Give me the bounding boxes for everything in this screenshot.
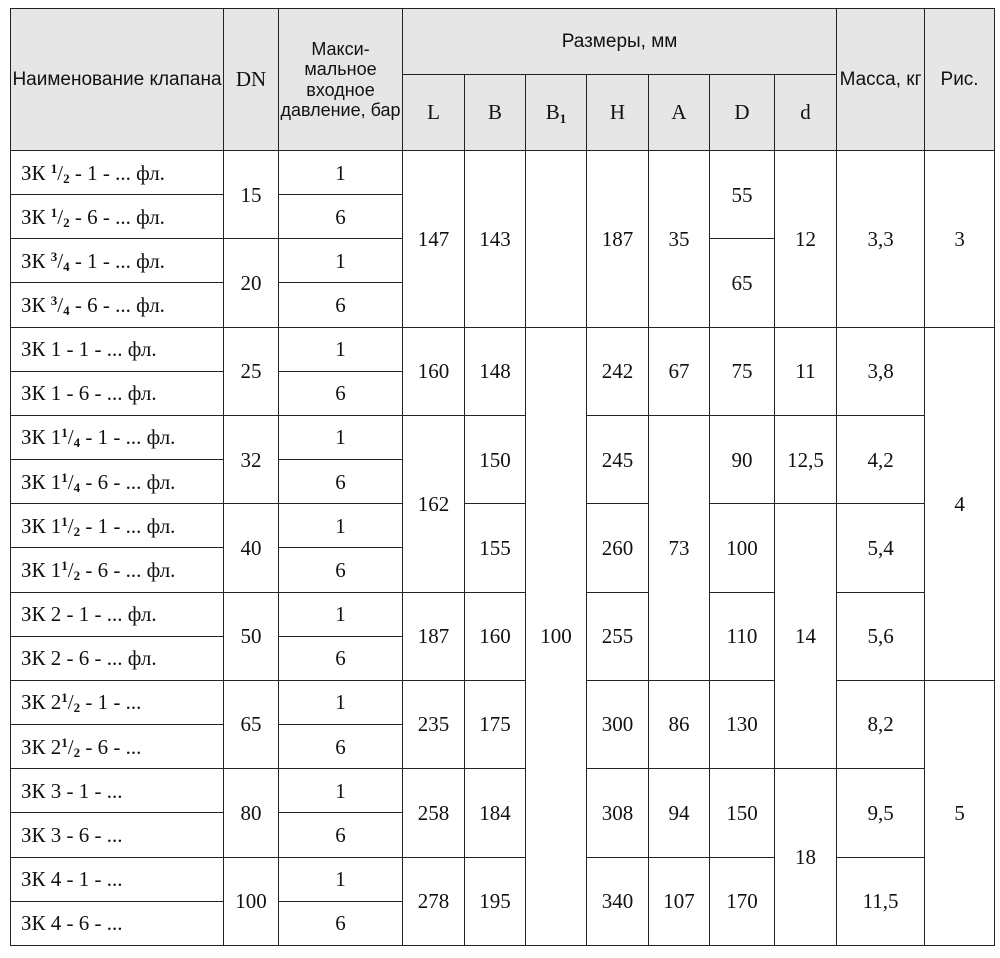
d-cell: 18: [775, 769, 837, 946]
mass-cell: 4,2: [837, 415, 925, 503]
valve-name-prefix: ЗК: [21, 160, 51, 185]
d-cell: 170: [710, 857, 775, 946]
b1-cell: [526, 151, 587, 328]
l-cell: 278: [403, 857, 465, 946]
mass-cell: 5,6: [837, 592, 925, 680]
header-max-pressure: Макси- мальное входное давление, бар: [279, 9, 403, 151]
a-cell: 73: [649, 415, 710, 680]
valve-name-suffix: - 6 - ... фл.: [69, 292, 165, 317]
table-row: [11, 857, 995, 901]
b1-cell: 100: [526, 327, 587, 945]
h-cell: 308: [587, 769, 649, 857]
d-cell: 65: [710, 239, 775, 327]
valve-name-prefix: ЗК 1: [21, 469, 62, 494]
l-cell: 147: [403, 151, 465, 328]
header-H: H: [587, 75, 649, 151]
valve-name-cell: [11, 769, 224, 813]
fraction-slash: /: [67, 469, 74, 494]
d-cell: 75: [710, 327, 775, 415]
fraction-slash: /: [67, 557, 74, 582]
valve-name-prefix: ЗК 4 - 6 - ...: [21, 911, 123, 936]
valve-name-prefix: ЗК: [21, 248, 51, 273]
valve-name-suffix: - 6 - ... фл.: [69, 204, 165, 229]
mass-cell: 11,5: [837, 857, 925, 946]
table-row: [11, 327, 995, 371]
h-cell: 340: [587, 857, 649, 946]
pressure-cell: 6: [279, 371, 403, 415]
valve-name-prefix: ЗК 1 - 1 - ... фл.: [21, 337, 157, 362]
valve-name-prefix: ЗК 4 - 1 - ...: [21, 867, 123, 891]
header-dimensions: Размеры, мм: [403, 9, 837, 75]
d-cell: 150: [710, 769, 775, 857]
b-cell: 148: [465, 327, 526, 415]
header-B: B: [465, 75, 526, 151]
dn-cell: 25: [224, 327, 279, 415]
h-cell: 260: [587, 504, 649, 592]
fraction-denominator: 2: [73, 700, 81, 716]
fig-cell: 3: [925, 151, 995, 328]
fraction-denominator: 2: [73, 523, 81, 539]
valve-name-suffix: - 6 - ... фл.: [80, 469, 176, 494]
valve-name-cell: [11, 813, 224, 857]
valve-name-suffix: - 1 - ... фл.: [80, 513, 176, 538]
valve-name-cell: [11, 857, 224, 901]
fraction-denominator: 2: [63, 214, 70, 230]
fraction-slash: /: [67, 690, 74, 715]
pressure-cell: 1: [279, 857, 403, 901]
fraction-slash: /: [67, 513, 74, 538]
valve-name-cell: [11, 371, 224, 415]
valve-name-cell: [11, 592, 224, 636]
d-cell: 14: [775, 504, 837, 769]
h-cell: 245: [587, 415, 649, 503]
mass-cell: 9,5: [837, 769, 925, 857]
a-cell: 67: [649, 327, 710, 415]
dn-cell: 65: [224, 680, 279, 768]
pressure-cell: 1: [279, 151, 403, 195]
fraction-denominator: 2: [63, 170, 70, 186]
l-cell: 258: [403, 769, 465, 857]
header-B1: [526, 75, 587, 151]
d-cell: 110: [710, 592, 775, 680]
pressure-cell: 6: [279, 901, 403, 945]
dn-cell: 50: [224, 592, 279, 680]
valve-name-prefix: ЗК 1: [21, 557, 62, 582]
valve-name-suffix: - 1 - ... фл.: [80, 425, 176, 450]
valve-name-cell: [11, 327, 224, 371]
fraction-denominator: 4: [63, 258, 70, 274]
d-cell: 12,5: [775, 415, 837, 503]
pressure-cell: 1: [279, 769, 403, 813]
header-B1-base: B: [545, 100, 560, 125]
header-A: A: [649, 75, 710, 151]
fraction-numerator: 1: [61, 557, 68, 573]
header-L: L: [403, 75, 465, 151]
valve-name-cell: [11, 460, 224, 504]
fraction-slash: /: [67, 425, 74, 450]
header-valve-name: Наименование клапана: [11, 9, 224, 151]
d-cell: 11: [775, 327, 837, 415]
d-cell: 12: [775, 151, 837, 328]
d-cell: 100: [710, 504, 775, 592]
d-cell: 55: [710, 151, 775, 239]
table-row: [11, 769, 995, 813]
valve-name-cell: [11, 415, 224, 459]
fraction-slash: /: [57, 292, 64, 317]
valve-name-cell: [11, 195, 224, 239]
pressure-cell: 1: [279, 239, 403, 283]
fraction-denominator: 2: [73, 744, 81, 760]
h-cell: 255: [587, 592, 649, 680]
valve-name-prefix: ЗК 2 - 1 - ... фл.: [21, 602, 157, 627]
header-d: d: [775, 75, 837, 151]
fraction-slash: /: [67, 734, 74, 759]
valve-name-suffix: - 1 - ...: [80, 690, 142, 715]
dn-cell: 80: [224, 769, 279, 857]
pressure-cell: 1: [279, 327, 403, 371]
dn-cell: 15: [224, 151, 279, 239]
valve-name-cell: [11, 725, 224, 769]
valve-name-prefix: ЗК 2: [21, 734, 62, 759]
fraction-numerator: 1: [61, 690, 68, 706]
dn-cell: 40: [224, 504, 279, 592]
pressure-cell: 6: [279, 636, 403, 680]
valve-name-cell: [11, 680, 224, 724]
table-row: [11, 592, 995, 636]
b-cell: 143: [465, 151, 526, 328]
pressure-cell: 1: [279, 680, 403, 724]
fraction-slash: /: [57, 248, 64, 273]
pressure-cell: 1: [279, 504, 403, 548]
pressure-cell: 6: [279, 283, 403, 327]
fraction-denominator: 2: [73, 567, 81, 583]
a-cell: 107: [649, 857, 710, 946]
h-cell: 300: [587, 680, 649, 768]
fraction-numerator: 1: [61, 425, 68, 441]
valve-name-prefix: ЗК: [21, 292, 51, 317]
fig-cell: 5: [925, 680, 995, 945]
pressure-cell: 1: [279, 592, 403, 636]
valve-name-cell: [11, 636, 224, 680]
fraction-numerator: 1: [61, 469, 68, 485]
header-dn: DN: [224, 9, 279, 151]
fraction-numerator: 1: [61, 734, 68, 750]
b-cell: 155: [465, 504, 526, 592]
fraction-denominator: 4: [63, 302, 70, 318]
fraction-numerator: 1: [50, 204, 58, 220]
valve-name-prefix: ЗК 1: [21, 513, 62, 538]
a-cell: 94: [649, 769, 710, 857]
valve-name-prefix: ЗК 2: [21, 690, 62, 715]
b-cell: 150: [465, 415, 526, 503]
fraction-numerator: 1: [61, 513, 68, 529]
h-cell: 242: [587, 327, 649, 415]
l-cell: 235: [403, 680, 465, 768]
fraction-denominator: 4: [73, 479, 81, 495]
dn-cell: 100: [224, 857, 279, 946]
header-figure: Рис.: [925, 9, 995, 151]
valve-name-cell: [11, 901, 224, 945]
b-cell: 175: [465, 680, 526, 768]
a-cell: 86: [649, 680, 710, 768]
l-cell: 162: [403, 415, 465, 592]
fraction-numerator: 3: [50, 292, 58, 308]
valve-name-prefix: ЗК 3 - 6 - ...: [21, 822, 123, 847]
header-B1-subscript: 1: [559, 111, 567, 127]
valve-name-prefix: ЗК: [21, 204, 51, 229]
dn-cell: 32: [224, 415, 279, 503]
valve-name-suffix: - 1 - ... фл.: [69, 160, 165, 185]
dn-cell: 20: [224, 239, 279, 327]
table-row: [11, 415, 995, 459]
l-cell: 187: [403, 592, 465, 680]
pressure-cell: 6: [279, 195, 403, 239]
d-cell: 90: [710, 415, 775, 503]
fraction-slash: /: [57, 204, 64, 229]
l-cell: 160: [403, 327, 465, 415]
valve-name-prefix: ЗК 2 - 6 - ... фл.: [21, 646, 157, 671]
pressure-cell: 6: [279, 813, 403, 857]
pressure-cell: 6: [279, 725, 403, 769]
valve-name-prefix: ЗК 1 - 6 - ... фл.: [21, 381, 157, 406]
fraction-denominator: 4: [73, 435, 81, 451]
valve-name-suffix: - 6 - ...: [80, 734, 142, 759]
pressure-cell: 1: [279, 415, 403, 459]
mass-cell: 5,4: [837, 504, 925, 592]
valve-name-cell: [11, 151, 224, 195]
valve-name-cell: [11, 548, 224, 592]
mass-cell: 3,3: [837, 151, 925, 328]
valve-name-cell: [11, 283, 224, 327]
b-cell: 184: [465, 769, 526, 857]
mass-cell: 3,8: [837, 327, 925, 415]
table-row: [11, 151, 995, 195]
h-cell: 187: [587, 151, 649, 328]
b-cell: 160: [465, 592, 526, 680]
fraction-numerator: 1: [50, 160, 58, 176]
header-D: D: [710, 75, 775, 151]
fig-cell: 4: [925, 327, 995, 680]
b-cell: 195: [465, 857, 526, 946]
valve-spec-table: [10, 8, 995, 946]
a-cell: 35: [649, 151, 710, 328]
mass-cell: 8,2: [837, 680, 925, 768]
valve-name-prefix: ЗК 1: [21, 425, 62, 450]
table-row: [11, 680, 995, 724]
valve-name-suffix: - 1 - ... фл.: [69, 248, 165, 273]
valve-name-cell: [11, 239, 224, 283]
pressure-cell: 6: [279, 548, 403, 592]
table-header: [11, 9, 995, 151]
pressure-cell: 6: [279, 460, 403, 504]
fraction-numerator: 3: [50, 248, 58, 264]
fraction-slash: /: [57, 160, 64, 185]
valve-name-prefix: ЗК 3 - 1 - ...: [21, 778, 123, 803]
valve-name-suffix: - 6 - ... фл.: [80, 557, 176, 582]
header-mass: Масса, кг: [837, 9, 925, 151]
d-cell: 130: [710, 680, 775, 768]
table-body: [11, 151, 995, 946]
table-row: [11, 504, 995, 548]
valve-name-cell: [11, 504, 224, 548]
